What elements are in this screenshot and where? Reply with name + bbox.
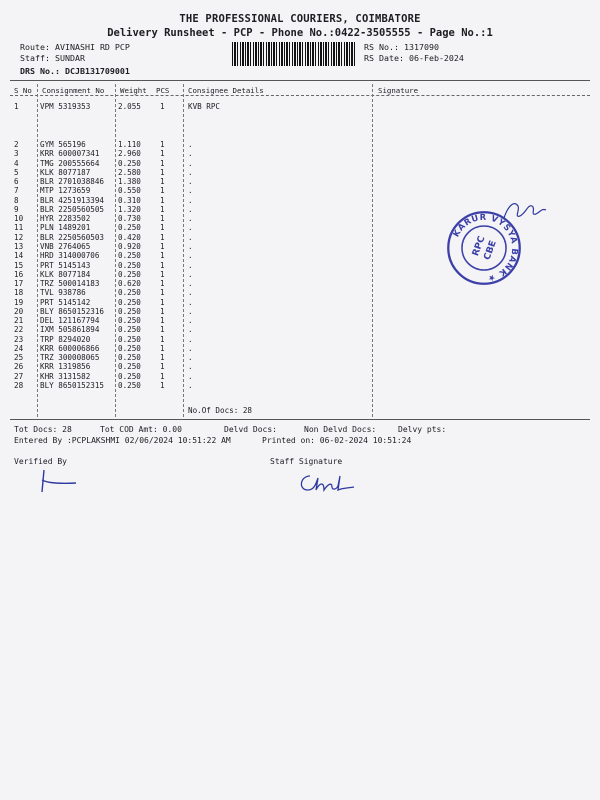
staff-line	[20, 53, 85, 63]
staff-label: Staff:	[20, 53, 50, 63]
row-weight: 0.250	[118, 251, 141, 261]
row-weight: 1.320	[118, 204, 141, 214]
no-of-docs: No.Of Docs: 28	[188, 406, 253, 415]
row-pcs: 1	[160, 371, 165, 381]
row-sno: 28	[14, 381, 24, 391]
row-weight: 0.250	[118, 362, 141, 372]
runsheet-subtitle: Delivery Runsheet - PCP - Phone No.:0422-3505555 - Page No.:1	[107, 27, 493, 39]
col-consignment: Consignment No	[42, 86, 105, 95]
row-sno: 4	[14, 158, 19, 168]
header-bottom-rule	[10, 95, 590, 96]
row-consignee-details: .	[188, 334, 193, 344]
row-consignment-no: IXM 505861894	[40, 325, 100, 335]
row-pcs: 1	[160, 223, 165, 233]
row-consignee-details: .	[188, 177, 193, 187]
row-consignment-no: BLR 2250560503	[40, 232, 105, 242]
row-consignee-details: .	[188, 297, 193, 307]
row-weight: 0.250	[118, 343, 141, 353]
printed-on: Printed on: 06-02-2024 10:51:24	[262, 436, 412, 445]
row-sno: 21	[14, 316, 24, 326]
row-consignee-details: .	[188, 167, 193, 177]
row-sno: 20	[14, 306, 24, 316]
row-pcs: 1	[160, 325, 165, 335]
row-pcs: 1	[160, 214, 165, 224]
col-weight: Weight	[120, 86, 147, 95]
table-row	[0, 102, 600, 111]
row-sno: 19	[14, 297, 24, 307]
row-consignment-no: GYM 565196	[40, 140, 86, 149]
row-consignee-details: .	[188, 316, 193, 326]
row-pcs: 1	[160, 343, 165, 353]
row-consignment-no: KRR 600007341	[40, 149, 100, 159]
row-consignee-details: KVB RPC	[188, 102, 221, 111]
col-sno: S No	[14, 86, 32, 95]
col-signature: Signature	[378, 86, 419, 95]
svg-text:KARUR VYSYA BANK ★: KARUR VYSYA BANK ★	[450, 211, 521, 285]
table-row	[0, 288, 600, 297]
row-pcs: 1	[160, 177, 165, 187]
row-sno: 26	[14, 362, 24, 372]
row-sno: 23	[14, 334, 24, 344]
row-consignment-no: VNB 2764065	[40, 241, 91, 251]
row-pcs: 1	[160, 362, 165, 372]
row-weight: 0.250	[118, 325, 141, 335]
row-pcs: 1	[160, 251, 165, 261]
row-pcs: 1	[160, 381, 165, 391]
row-pcs: 1	[160, 316, 165, 326]
rs-no-value: 1317090	[403, 42, 439, 52]
table-bottom-rule	[10, 419, 590, 420]
row-weight: 0.730	[118, 214, 141, 224]
row-consignment-no: TRP 8294020	[40, 334, 91, 344]
svg-text:RPC: RPC	[471, 234, 488, 258]
row-sno: 3	[14, 149, 19, 159]
row-weight: 0.250	[118, 223, 141, 233]
row-consignee-details: .	[188, 306, 193, 316]
row-pcs: 1	[160, 334, 165, 344]
row-pcs: 1	[160, 167, 165, 177]
rs-no-line	[364, 42, 439, 52]
row-consignment-no: BLR 2250560505	[40, 204, 105, 214]
row-pcs: 1	[160, 232, 165, 242]
row-sno: 22	[14, 325, 24, 335]
row-consignment-no: HRD 314000706	[40, 251, 100, 261]
row-consignment-no: BLY 8650152316	[40, 306, 105, 316]
row-consignment-no: VPM 5319353	[40, 102, 91, 111]
row-sno: 16	[14, 269, 24, 279]
row-consignee-details: .	[188, 223, 193, 233]
row-pcs: 1	[160, 279, 165, 289]
table-row	[0, 149, 600, 158]
row-sno: 5	[14, 167, 19, 177]
row-pcs: 1	[160, 241, 165, 251]
table-row	[0, 325, 600, 334]
row-consignee-details: .	[188, 325, 193, 335]
drs-line	[20, 66, 130, 76]
row-weight: 0.250	[118, 316, 141, 326]
row-consignee-details: .	[188, 343, 193, 353]
receiver-signature-scribble	[500, 196, 550, 226]
row-weight: 0.920	[118, 241, 141, 251]
row-consignment-no: BLR 2701038846	[40, 177, 105, 187]
row-consignment-no: KRR 1319856	[40, 362, 91, 372]
rs-date-value: 06-Feb-2024	[408, 53, 464, 63]
row-consignee-details: .	[188, 140, 193, 149]
row-consignment-no: TRZ 500014183	[40, 279, 100, 289]
row-sno: 25	[14, 353, 24, 363]
row-consignment-no: BLR 4251913394	[40, 195, 105, 205]
row-pcs: 1	[160, 195, 165, 205]
row-weight: 0.250	[118, 306, 141, 316]
tot-docs: Tot Docs: 28	[14, 425, 72, 434]
rs-date-line	[364, 53, 464, 63]
col-pcs: PCS	[156, 86, 170, 95]
table-row	[0, 168, 600, 177]
row-consignee-details: .	[188, 353, 193, 363]
row-consignee-details: .	[188, 214, 193, 224]
row-pcs: 1	[160, 140, 165, 149]
row-consignment-no: KLK 8077184	[40, 269, 91, 279]
row-pcs: 1	[160, 297, 165, 307]
row-pcs: 1	[160, 102, 165, 111]
table-row	[0, 316, 600, 325]
row-consignment-no: KLK 8077187	[40, 167, 91, 177]
row-consignment-no: MTP 1273659	[40, 186, 91, 196]
row-consignee-details: .	[188, 195, 193, 205]
row-sno: 14	[14, 251, 24, 261]
row-consignment-no: HYR 2283502	[40, 214, 91, 224]
table-row	[0, 353, 600, 362]
row-consignee-details: .	[188, 362, 193, 372]
row-consignment-no: TRZ 300008065	[40, 353, 100, 363]
row-consignee-details: .	[188, 251, 193, 261]
row-sno: 1	[14, 102, 19, 111]
rs-date-label: RS Date:	[364, 53, 404, 63]
row-pcs: 1	[160, 353, 165, 363]
row-consignment-no: PRT 5145142	[40, 297, 91, 307]
row-weight: 0.250	[118, 371, 141, 381]
row-consignment-no: KHR 3131582	[40, 371, 91, 381]
row-weight: 0.420	[118, 232, 141, 242]
row-sno: 18	[14, 288, 24, 298]
staff-value: SUNDAR	[54, 53, 85, 63]
table-row	[0, 381, 600, 390]
row-consignment-no: PRT 5145143	[40, 260, 91, 270]
table-row	[0, 140, 600, 149]
table-row	[0, 186, 600, 195]
row-pcs: 1	[160, 288, 165, 298]
verified-by-label: Verified By	[14, 457, 67, 466]
row-consignee-details: .	[188, 381, 193, 391]
row-consignee-details: .	[188, 288, 193, 298]
row-sno: 6	[14, 177, 19, 187]
row-weight: 2.960	[118, 149, 141, 159]
row-consignee-details: .	[188, 204, 193, 214]
row-weight: 0.250	[118, 381, 141, 391]
row-sno: 27	[14, 371, 24, 381]
barcode	[232, 42, 357, 66]
row-weight: 0.550	[118, 186, 141, 196]
staff-signature-label: Staff Signature	[270, 457, 343, 466]
row-consignee-details: .	[188, 260, 193, 270]
row-weight: 2.055	[118, 102, 141, 111]
row-consignee-details: .	[188, 279, 193, 289]
row-weight: 0.250	[118, 353, 141, 363]
col-consignee-details: Consignee Details	[188, 86, 264, 95]
row-sno: 9	[14, 204, 19, 214]
row-pcs: 1	[160, 149, 165, 159]
non-delvd-docs: Non Delvd Docs:	[304, 425, 377, 434]
row-weight: 0.250	[118, 297, 141, 307]
row-sno: 11	[14, 223, 24, 233]
entered-by: Entered By :PCPLAKSHMI 02/06/2024 10:51:22 AM	[14, 436, 231, 445]
table-top-rule	[10, 80, 590, 81]
row-sno: 2	[14, 140, 19, 149]
row-consignee-details: .	[188, 269, 193, 279]
row-sno: 8	[14, 195, 19, 205]
row-consignee-details: .	[188, 149, 193, 159]
row-sno: 15	[14, 260, 24, 270]
delvd-docs: Delvd Docs:	[224, 425, 277, 434]
row-weight: 0.250	[118, 260, 141, 270]
row-sno: 24	[14, 343, 24, 353]
table-row	[0, 177, 600, 186]
delvy-pts: Delvy pts:	[398, 425, 447, 434]
row-consignee-details: .	[188, 158, 193, 168]
table-row	[0, 372, 600, 381]
tot-cod-amt: Tot COD Amt: 0.00	[100, 425, 182, 434]
drs-label: DRS No.:	[20, 66, 60, 76]
row-weight: 0.620	[118, 279, 141, 289]
row-pcs: 1	[160, 186, 165, 196]
row-consignee-details: .	[188, 241, 193, 251]
route-label: Route:	[20, 42, 50, 52]
table-row	[0, 298, 600, 307]
row-consignee-details: .	[188, 232, 193, 242]
row-weight: 0.310	[118, 195, 141, 205]
row-consignment-no: PLN 1489201	[40, 223, 91, 233]
row-weight: 0.250	[118, 334, 141, 344]
row-weight: 0.250	[118, 158, 141, 168]
route-line	[20, 42, 130, 52]
row-sno: 7	[14, 186, 19, 196]
row-pcs: 1	[160, 260, 165, 270]
row-pcs: 1	[160, 158, 165, 168]
row-consignment-no: BLY 8650152315	[40, 381, 105, 391]
row-weight: 1.380	[118, 177, 141, 187]
row-consignment-no: DEL 121167794	[40, 316, 100, 326]
row-consignee-details: .	[188, 186, 193, 196]
row-consignment-no: TVL 938786	[40, 288, 86, 298]
row-sno: 10	[14, 214, 24, 224]
company-title: THE PROFESSIONAL COURIERS, COIMBATORE	[179, 13, 421, 25]
row-sno: 12	[14, 232, 24, 242]
row-weight: 0.250	[118, 288, 141, 298]
row-sno: 17	[14, 279, 24, 289]
rs-no-label: RS No.:	[364, 42, 399, 52]
svg-text:CBE: CBE	[482, 239, 499, 262]
table-row	[0, 335, 600, 344]
row-sno: 13	[14, 241, 24, 251]
table-row	[0, 159, 600, 168]
table-row	[0, 307, 600, 316]
drs-value: DCJB131709001	[64, 66, 130, 76]
row-consignment-no: TMG 200555664	[40, 158, 100, 168]
row-weight: 0.250	[118, 269, 141, 279]
route-value: AVINASHI RD PCP	[54, 42, 130, 52]
verified-by-signature	[36, 466, 80, 496]
row-weight: 2.580	[118, 167, 141, 177]
row-pcs: 1	[160, 204, 165, 214]
table-row	[0, 362, 600, 371]
staff-signature	[296, 470, 356, 496]
row-pcs: 1	[160, 269, 165, 279]
row-consignment-no: KRR 600006866	[40, 343, 100, 353]
row-consignee-details: .	[188, 371, 193, 381]
row-pcs: 1	[160, 306, 165, 316]
table-row	[0, 344, 600, 353]
row-weight: 1.110	[118, 140, 141, 149]
